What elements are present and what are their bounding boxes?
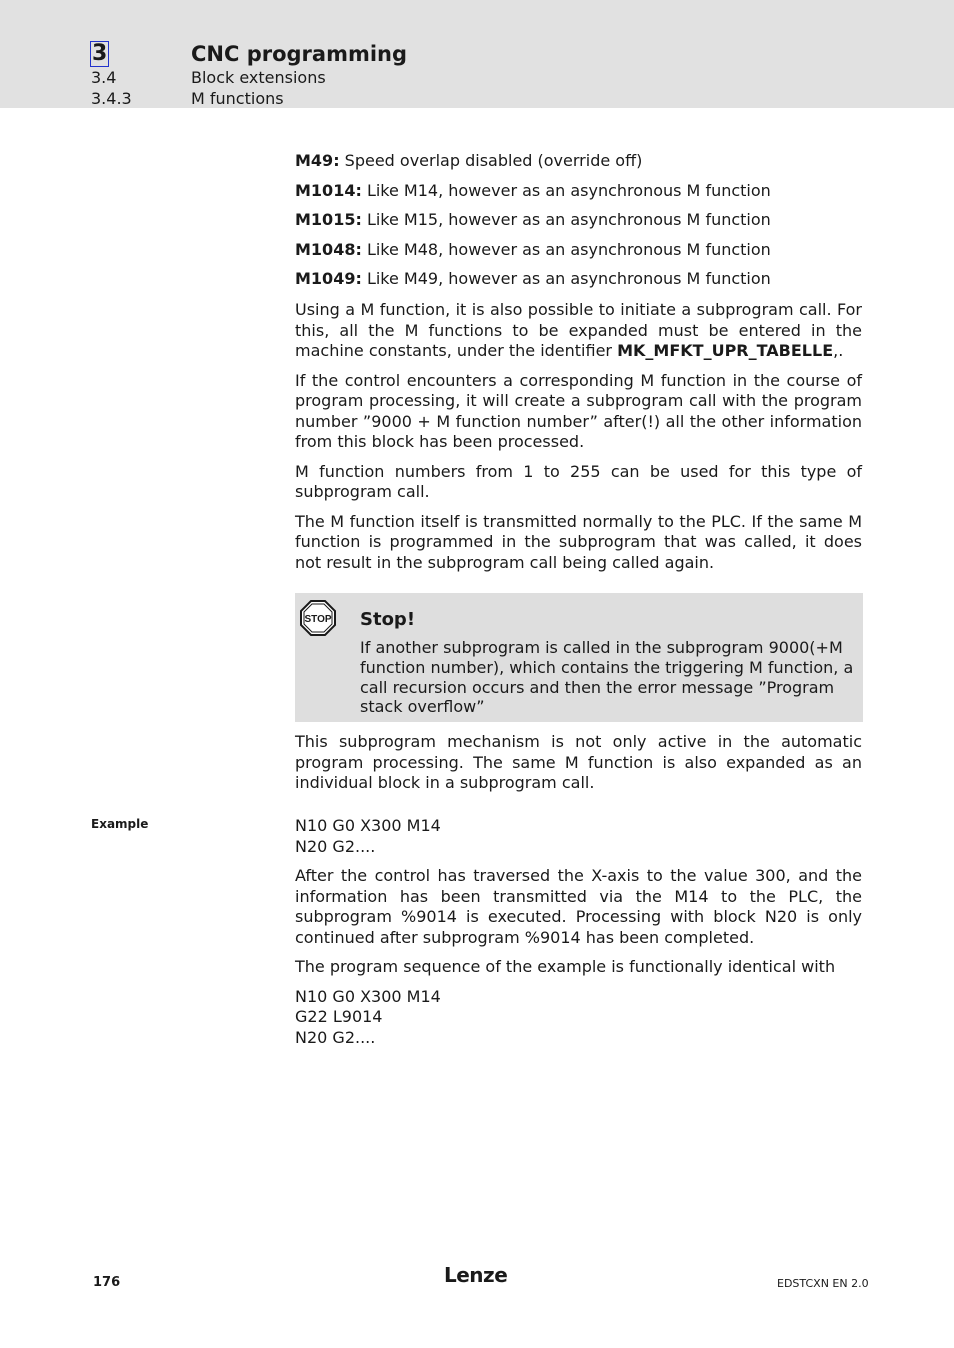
paragraph-after: After the control has traversed the X-axis to the value 300, and the information has been transmitted via the M14 to the PLC, the subprogram %9014 is executed. Processing with block N20 is only continued after subprogram %9014 has been completed.	[295, 866, 862, 947]
paragraph-plc: The M function itself is transmitted normally to the PLC. If the same M function is programmed in the subprogram that was called, it does not result in the subprogram call being called again.	[295, 511, 862, 572]
definition-m1014	[295, 181, 862, 202]
definition-code: M1048:	[295, 239, 362, 259]
definition-code: M1049:	[295, 269, 362, 288]
definition-m1048	[295, 240, 862, 261]
paragraph-subprogram-call	[295, 300, 862, 362]
definition-code: M1014:	[295, 180, 362, 200]
machine-constant-identifier: MK_MFKT_UPR_TABELLE	[617, 341, 834, 360]
example-code-block-2	[295, 987, 862, 1049]
stop-sign-label: STOP	[304, 614, 332, 625]
paragraph-numbers: M function numbers from 1 to 255 can be used for this type of subprogram call.	[295, 461, 862, 501]
definition-m1049	[295, 269, 862, 290]
stop-note	[295, 593, 863, 722]
stop-title: Stop!	[360, 609, 416, 630]
definition-code: M49:	[295, 151, 340, 170]
paragraph-text: ,.	[833, 341, 844, 360]
stop-sign-icon	[300, 600, 336, 636]
definition-m1015	[295, 210, 862, 231]
mechanism-section	[295, 732, 862, 794]
chapter-title: CNC programming	[191, 42, 408, 66]
lenze-logo: Lenze	[444, 1263, 508, 1287]
body-paragraphs	[295, 300, 862, 573]
example-section	[295, 816, 862, 1048]
paragraph-mechanism: This subprogram mechanism is not only active in the automatic program processing. The same M function is also expanded as an individual block in a subprogram call.	[295, 732, 862, 792]
code-line: G22 L9014	[295, 1007, 383, 1026]
chapter-number-link[interactable]: 3	[92, 41, 108, 66]
example-label: Example	[91, 817, 149, 831]
definition-text: Speed overlap disabled (override off)	[339, 151, 643, 170]
stop-text: If another subprogram is called in the subprogram 9000(+M function number), which contains the triggering M function, a call recursion occurs and then the error message ”Program stack overflow”	[360, 638, 854, 717]
definition-text: Like M14, however as an asynchronous M function	[361, 180, 771, 200]
section-title: Block extensions	[191, 68, 326, 87]
page-number: 176	[93, 1275, 121, 1290]
definition-code: M1015:	[295, 210, 362, 229]
paragraph-control: If the control encounters a corresponding M function in the course of program processing, it will create a subprogram call with the program number ”9000 + M function number” after(!) all the other information from this block has been processed.	[295, 370, 862, 451]
paragraph-sequence: The program sequence of the example is functionally identical with	[295, 957, 836, 976]
definitions-list	[295, 151, 862, 290]
code-line: N10 G0 X300 M14	[295, 816, 441, 835]
section-number: 3.4	[91, 68, 117, 87]
definition-text: Like M48, however as an asynchronous M function	[361, 239, 771, 259]
example-code-block-1	[295, 816, 862, 857]
definition-text: Like M15, however as an asynchronous M function	[361, 210, 771, 229]
definition-m49	[295, 151, 862, 172]
document-id: EDSTCXN EN 2.0	[777, 1277, 869, 1290]
definition-text: Like M49, however as an asynchronous M function	[361, 269, 771, 288]
page-header	[0, 0, 954, 108]
code-line: N20 G2....	[295, 1027, 376, 1047]
subsection-title: M functions	[191, 89, 284, 108]
paragraph-text: Using a M function, it is also possible to initiate a subprogram call. For this, all the M functions to be expanded must be entered in the machine constants, under the identifier	[295, 300, 862, 360]
subsection-number: 3.4.3	[91, 89, 132, 108]
code-line: N10 G0 X300 M14	[295, 986, 441, 1006]
code-line: N20 G2....	[295, 836, 376, 856]
